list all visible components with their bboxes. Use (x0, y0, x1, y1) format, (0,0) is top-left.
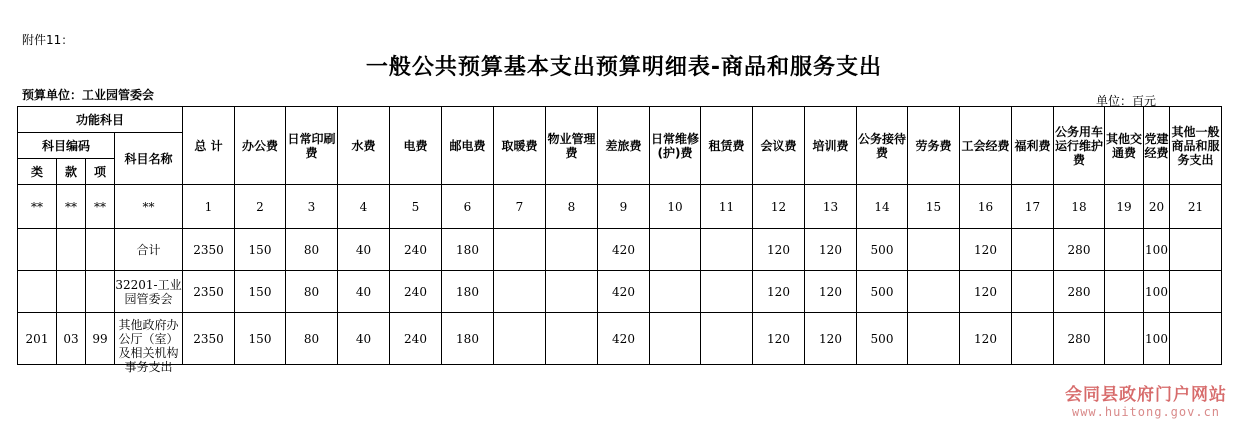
kuan-header: 款 (57, 159, 86, 185)
value-cell: 100 (1144, 271, 1170, 313)
value-cell: 80 (286, 271, 338, 313)
value-cell: 420 (598, 313, 650, 365)
budget-unit-label: 预算单位：工业园管委会 (22, 88, 155, 102)
subject-name-text: 合计 (136, 242, 161, 257)
col-header-8: 物业管理费 (546, 107, 598, 185)
index-number: 21 (1170, 185, 1222, 229)
index-number: 3 (286, 185, 338, 229)
value-cell: 180 (442, 271, 494, 313)
index-star: ** (115, 185, 183, 229)
value-cell: 120 (753, 271, 805, 313)
kuan-cell (57, 271, 86, 313)
index-number: 11 (701, 185, 753, 229)
subject-name-cell (115, 229, 183, 271)
value-cell: 120 (960, 313, 1012, 365)
subject-name-text: 32201-工业园管委会 (115, 277, 182, 306)
table-row (18, 229, 1222, 271)
value-cell: 120 (960, 229, 1012, 271)
index-number: 9 (598, 185, 650, 229)
subject-name-cell (115, 271, 183, 313)
value-cell (1105, 313, 1144, 365)
xiang-cell (86, 229, 115, 271)
col-header-9: 差旅费 (598, 107, 650, 185)
subject-code-header: 科目编码 (18, 133, 115, 159)
value-cell: 420 (598, 271, 650, 313)
index-number: 13 (805, 185, 857, 229)
table-row (18, 271, 1222, 313)
watermark-site-name: 会同县政府门户网站 (1065, 385, 1227, 405)
kuan-cell: 03 (57, 313, 86, 365)
lei-cell: 201 (18, 313, 57, 365)
index-number: 7 (494, 185, 546, 229)
value-cell (546, 229, 598, 271)
value-cell: 40 (338, 229, 390, 271)
value-cell (546, 271, 598, 313)
col-header-13: 培训费 (805, 107, 857, 185)
value-cell (701, 313, 753, 365)
index-number: 15 (908, 185, 960, 229)
index-number: 18 (1054, 185, 1105, 229)
col-header-17: 福利费 (1012, 107, 1054, 185)
col-header-21: 其他一般商品和服务支出 (1170, 107, 1222, 185)
lei-cell (18, 271, 57, 313)
index-number: 2 (235, 185, 286, 229)
value-cell: 280 (1054, 271, 1105, 313)
value-cell (546, 313, 598, 365)
value-cell: 80 (286, 313, 338, 365)
index-number: 19 (1105, 185, 1144, 229)
watermark-url: www.huitong.gov.cn (1071, 405, 1221, 419)
value-cell: 120 (753, 229, 805, 271)
currency-unit-label: 单位：百元 (1096, 94, 1157, 108)
value-cell: 420 (598, 229, 650, 271)
col-header-7: 取暖费 (494, 107, 546, 185)
value-cell (1170, 271, 1222, 313)
index-number: 14 (857, 185, 908, 229)
col-header-11: 租赁费 (701, 107, 753, 185)
value-cell (1170, 229, 1222, 271)
value-cell: 2350 (183, 229, 235, 271)
index-number: 16 (960, 185, 1012, 229)
value-cell (1170, 313, 1222, 365)
col-header-5: 电费 (390, 107, 442, 185)
kuan-cell (57, 229, 86, 271)
value-cell: 100 (1144, 229, 1170, 271)
value-cell (1012, 229, 1054, 271)
col-header-16: 工会经费 (960, 107, 1012, 185)
index-number: 6 (442, 185, 494, 229)
value-cell: 40 (338, 313, 390, 365)
value-cell (650, 313, 701, 365)
subject-name-cell (115, 313, 183, 374)
col-header-19: 其他交通费 (1105, 107, 1144, 185)
value-cell: 500 (857, 313, 908, 365)
attachment-label: 附件11： (22, 33, 74, 47)
col-header-12: 会议费 (753, 107, 805, 185)
budget-table (17, 106, 1222, 374)
value-cell (1012, 271, 1054, 313)
value-cell: 280 (1054, 313, 1105, 365)
value-cell (494, 229, 546, 271)
index-number: 1 (183, 185, 235, 229)
value-cell: 120 (753, 313, 805, 365)
value-cell: 150 (235, 229, 286, 271)
col-header-2: 办公费 (235, 107, 286, 185)
page-title: 一般公共预算基本支出预算明细表-商品和服务支出 (365, 55, 883, 80)
value-cell (1012, 313, 1054, 365)
value-cell (494, 313, 546, 365)
value-cell: 280 (1054, 229, 1105, 271)
index-star: ** (57, 185, 86, 229)
col-header-18: 公务用车运行维护费 (1054, 107, 1105, 185)
value-cell: 500 (857, 229, 908, 271)
value-cell (650, 271, 701, 313)
index-star: ** (86, 185, 115, 229)
col-header-3: 日常印刷费 (286, 107, 338, 185)
value-cell: 240 (390, 229, 442, 271)
value-cell: 150 (235, 271, 286, 313)
col-header-10: 日常维修(护)费 (650, 107, 701, 185)
col-header-1: 总 计 (183, 107, 235, 185)
col-header-6: 邮电费 (442, 107, 494, 185)
value-cell: 120 (805, 229, 857, 271)
subject-name-text: 其他政府办公厅（室）及相关机构事务支出 (118, 317, 179, 374)
value-cell: 120 (805, 271, 857, 313)
index-number: 10 (650, 185, 701, 229)
col-header-15: 劳务费 (908, 107, 960, 185)
value-cell: 180 (442, 313, 494, 365)
value-cell: 120 (805, 313, 857, 365)
xiang-cell: 99 (86, 313, 115, 365)
col-header-4: 水费 (338, 107, 390, 185)
col-header-14: 公务接待费 (857, 107, 908, 185)
xiang-cell (86, 271, 115, 313)
value-cell: 100 (1144, 313, 1170, 365)
value-cell (701, 271, 753, 313)
lei-cell (18, 229, 57, 271)
value-cell: 2350 (183, 313, 235, 365)
index-star: ** (18, 185, 57, 229)
index-number: 20 (1144, 185, 1170, 229)
value-cell (908, 229, 960, 271)
value-cell (908, 313, 960, 365)
value-cell: 500 (857, 271, 908, 313)
value-cell (908, 271, 960, 313)
value-cell (1105, 271, 1144, 313)
table-row (18, 313, 1222, 365)
index-number: 8 (546, 185, 598, 229)
col-header-20: 党建经费 (1144, 107, 1170, 185)
value-cell: 150 (235, 313, 286, 365)
value-cell: 240 (390, 313, 442, 365)
index-number: 4 (338, 185, 390, 229)
value-cell: 40 (338, 271, 390, 313)
subject-name-header: 科目名称 (115, 133, 183, 185)
value-cell (701, 229, 753, 271)
value-cell (494, 271, 546, 313)
value-cell: 240 (390, 271, 442, 313)
value-cell: 80 (286, 229, 338, 271)
site-watermark (1056, 380, 1236, 419)
value-cell (1105, 229, 1144, 271)
value-cell: 120 (960, 271, 1012, 313)
index-number: 12 (753, 185, 805, 229)
value-cell (650, 229, 701, 271)
index-number: 17 (1012, 185, 1054, 229)
xiang-header: 项 (86, 159, 115, 185)
func-subject-header: 功能科目 (18, 107, 183, 133)
index-number: 5 (390, 185, 442, 229)
value-cell: 180 (442, 229, 494, 271)
lei-header: 类 (18, 159, 57, 185)
index-row (18, 185, 1222, 229)
value-cell: 2350 (183, 271, 235, 313)
